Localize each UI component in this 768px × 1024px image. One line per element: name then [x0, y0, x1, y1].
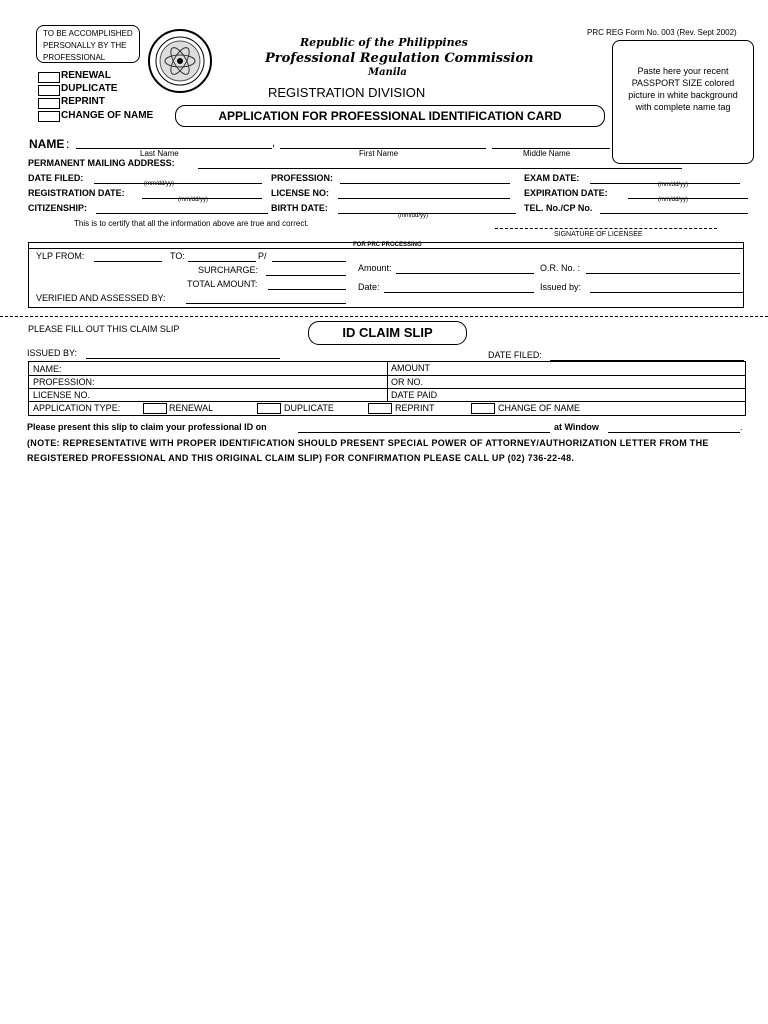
- surcharge-label: SURCHARGE:: [198, 265, 259, 275]
- reprint-checkbox[interactable]: [38, 98, 60, 109]
- registration-date-format: (mm/dd/yy): [144, 181, 174, 187]
- fill-out-instruction: PLEASE FILL OUT THIS CLAIM SLIP: [28, 324, 180, 334]
- claim-application-type-label: APPLICATION TYPE:: [33, 403, 121, 413]
- last-name-field[interactable]: [76, 139, 272, 149]
- duplicate-label: DUPLICATE: [61, 83, 118, 94]
- ylp-p-field[interactable]: [272, 252, 346, 262]
- ylp-from-label: YLP FROM:: [36, 251, 85, 261]
- or-no-field[interactable]: [586, 264, 740, 274]
- form-title: APPLICATION FOR PROFESSIONAL IDENTIFICATION CARD: [175, 105, 605, 127]
- ylp-to-label: TO:: [170, 251, 185, 261]
- claim-renewal-label: RENEWAL: [169, 403, 214, 413]
- claim-date-paid-label: DATE PAID: [391, 390, 438, 400]
- mailing-address-field[interactable]: [198, 159, 682, 169]
- claim-or-no-label: OR NO.: [391, 377, 424, 387]
- birth-date-format-top: (mm/dd/yy): [178, 197, 208, 203]
- photo-box: Paste here your recent PASSPORT SIZE colored picture in white background with complete name tag: [612, 40, 754, 164]
- window-label: at Window: [554, 422, 599, 432]
- change-of-name-label: CHANGE OF NAME: [61, 110, 154, 121]
- claim-reprint-checkbox[interactable]: [368, 403, 392, 414]
- tel-no-field[interactable]: [600, 204, 748, 214]
- change-of-name-checkbox[interactable]: [38, 111, 60, 122]
- amount-field[interactable]: [396, 264, 534, 274]
- processing-heading: FOR PRC PROCESSING: [353, 242, 422, 248]
- republic-heading: Republic of the Philippines: [300, 36, 468, 49]
- form-number: PRC REG Form No. 003 (Rev. Sept 2002): [587, 28, 737, 37]
- ylp-from-field[interactable]: [94, 252, 162, 262]
- profession-field[interactable]: [340, 174, 510, 184]
- claim-change-of-name-checkbox[interactable]: [471, 403, 495, 414]
- birth-date-format: (mm/dd/yy): [398, 213, 428, 219]
- issued-by-processing-label: Issued by:: [540, 282, 582, 292]
- present-slip-text: Please present this slip to claim your professional ID on: [27, 422, 267, 432]
- claim-duplicate-checkbox[interactable]: [257, 403, 281, 414]
- name-label: NAME: [29, 137, 65, 151]
- processing-date-field[interactable]: [384, 283, 534, 293]
- city-heading: Manila: [368, 67, 407, 78]
- verified-field[interactable]: [186, 294, 346, 304]
- claim-amount-label: AMOUNT: [391, 363, 430, 373]
- claim-license-label: LICENSE NO.: [33, 390, 91, 400]
- claim-renewal-checkbox[interactable]: [143, 403, 167, 414]
- license-no-label: LICENSE NO:: [271, 188, 330, 198]
- renewal-checkbox[interactable]: [38, 72, 60, 83]
- claim-date-field[interactable]: [298, 423, 550, 433]
- claim-duplicate-label: DUPLICATE: [284, 403, 334, 413]
- date-filed-label: DATE FILED:: [28, 173, 84, 183]
- claim-profession-label: PROFESSION:: [33, 377, 95, 387]
- mailing-address-label: PERMANENT MAILING ADDRESS:: [28, 158, 175, 168]
- citizenship-field[interactable]: [96, 204, 268, 214]
- issued-by-processing-field[interactable]: [590, 283, 744, 293]
- first-name-caption: First Name: [359, 149, 399, 158]
- profession-label: PROFESSION:: [271, 173, 334, 183]
- claim-reprint-label: REPRINT: [395, 403, 435, 413]
- signature-line[interactable]: [495, 226, 717, 229]
- date-filed-field[interactable]: [94, 174, 262, 184]
- ylp-p-label: P/: [258, 251, 267, 261]
- registration-date-label: REGISTRATION DATE:: [28, 188, 125, 198]
- processing-date-label: Date:: [358, 282, 380, 292]
- instruction-box: TO BE ACCOMPLISHED PERSONALLY BY THE PROFESSIONAL: [36, 25, 140, 63]
- verified-label: VERIFIED AND ASSESSED BY:: [36, 293, 166, 303]
- window-field[interactable]: [608, 423, 740, 433]
- last-name-caption: Last Name: [140, 149, 179, 158]
- claim-date-filed-field[interactable]: [550, 351, 744, 361]
- claim-date-filed-label: DATE FILED:: [488, 350, 542, 360]
- claim-table: [28, 361, 746, 416]
- claim-name-label: NAME:: [33, 364, 62, 374]
- renewal-label: RENEWAL: [61, 70, 111, 81]
- claim-note: (NOTE: REPRESENTATIVE WITH PROPER IDENTIFICATION SHOULD PRESENT SPECIAL POWER OF ATTORNEY/AUTHORIZATION LETTER FROM THE REGISTERED PROFESSIONAL AND THIS ORIGINAL CLAIM SLIP) FOR CONFIRMATION PLEASE CALL UP (02) 736-22-48.: [27, 438, 709, 463]
- surcharge-field[interactable]: [266, 266, 346, 276]
- expiration-date-label: EXPIRATION DATE:: [524, 188, 608, 198]
- amount-label: Amount:: [358, 263, 392, 273]
- cut-line: [0, 316, 768, 317]
- or-no-label: O.R. No. :: [540, 263, 581, 273]
- claim-issued-by-label: ISSUED BY:: [27, 348, 78, 358]
- expiration-date-field[interactable]: [628, 189, 748, 199]
- reprint-label: REPRINT: [61, 96, 105, 107]
- prc-seal-icon: [147, 28, 213, 94]
- commission-heading: Professional Regulation Commission: [265, 51, 534, 66]
- expiration-date-format: (mm/dd/yy): [658, 197, 688, 203]
- division-heading: REGISTRATION DIVISION: [268, 85, 426, 100]
- tel-no-label: TEL. No./CP No.: [524, 203, 593, 213]
- total-amount-field[interactable]: [268, 280, 346, 290]
- duplicate-checkbox[interactable]: [38, 85, 60, 96]
- ylp-to-field[interactable]: [188, 252, 256, 262]
- claim-slip-title: ID CLAIM SLIP: [308, 321, 467, 345]
- middle-name-field[interactable]: [492, 139, 610, 149]
- claim-change-of-name-label: CHANGE OF NAME: [498, 403, 581, 413]
- citizenship-label: CITIZENSHIP:: [28, 203, 88, 213]
- total-amount-label: TOTAL AMOUNT:: [187, 279, 258, 289]
- license-no-field[interactable]: [338, 189, 510, 199]
- middle-name-caption: Middle Name: [523, 149, 571, 158]
- exam-date-label: EXAM DATE:: [524, 173, 580, 183]
- certify-statement: This is to certify that all the information above are true and correct.: [74, 219, 309, 228]
- signature-caption: SIGNATURE OF LICENSEE: [554, 231, 643, 238]
- claim-issued-by-field[interactable]: [86, 349, 280, 359]
- first-name-field[interactable]: [280, 139, 486, 149]
- birth-date-label: BIRTH DATE:: [271, 203, 328, 213]
- exam-date-format: (mm/dd/yy): [658, 182, 688, 188]
